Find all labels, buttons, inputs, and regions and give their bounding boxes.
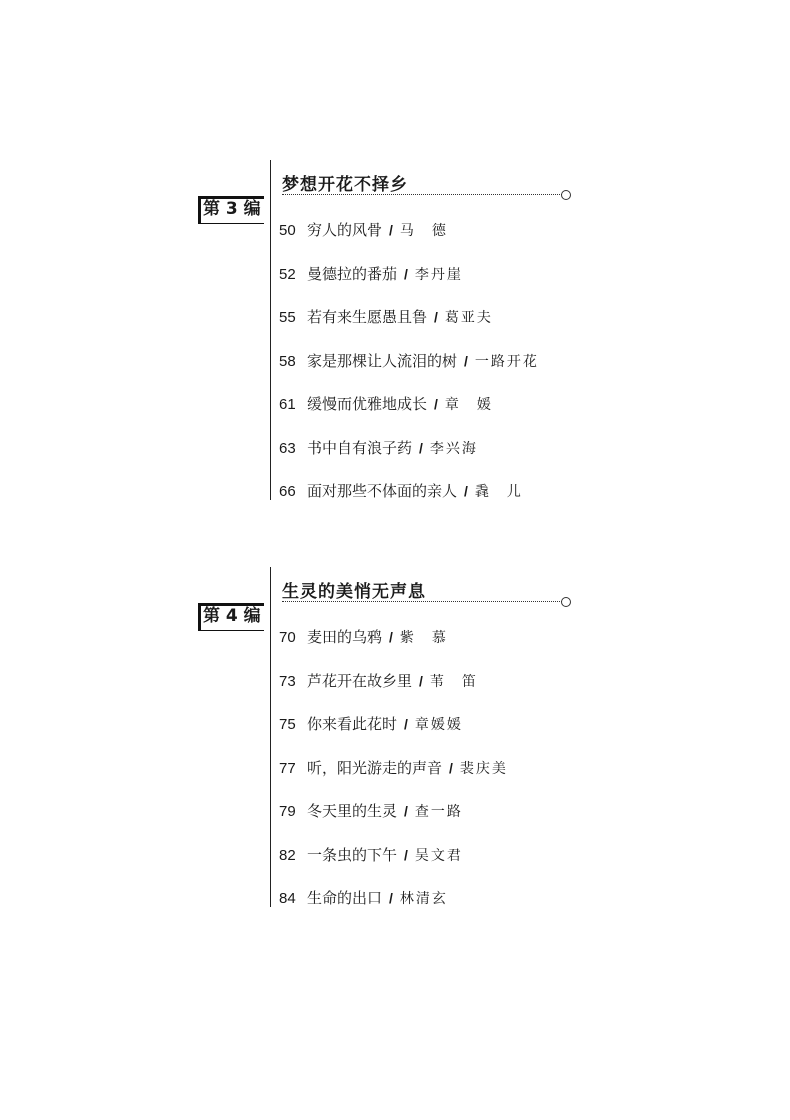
section-title: 梦想开花不择乡 (282, 175, 408, 195)
separator: / (464, 483, 468, 499)
page-number: 55 (279, 309, 296, 326)
toc-entry[interactable] (279, 349, 539, 393)
page-number: 77 (279, 759, 296, 777)
entry-title: 冬天里的生灵 (307, 802, 398, 820)
dotted-rule (282, 601, 562, 602)
entry-title: 若有来生愿愚且鲁 (307, 308, 428, 326)
entry-author: 一路开花 (474, 353, 539, 370)
entry-title: 穷人的风骨 (307, 221, 383, 239)
section-badge: 第 3 编 (198, 196, 264, 224)
toc-entry[interactable] (279, 305, 539, 349)
rule-end-circle (561, 597, 571, 607)
page-number: 79 (279, 803, 296, 820)
section-badge: 第 4 编 (198, 603, 264, 631)
entry-author: 章媛媛 (414, 717, 463, 733)
separator: / (389, 222, 393, 238)
entry-title: 家是那棵让人流泪的树 (307, 351, 458, 370)
page-number: 82 (279, 846, 296, 864)
separator: / (404, 716, 408, 732)
toc-entry[interactable] (279, 218, 539, 262)
page-number: 66 (279, 483, 296, 500)
dotted-rule (282, 194, 562, 195)
entry-title: 你来看此花时 (307, 715, 398, 733)
entry-author: 查一路 (414, 804, 463, 820)
entry-title: 缓慢而优雅地成长 (307, 395, 428, 413)
entry-author: 苇 笛 (429, 673, 478, 690)
toc-entry[interactable] (279, 799, 508, 843)
entry-author: 李兴海 (429, 440, 478, 457)
toc-entry[interactable] (279, 479, 539, 523)
separator: / (449, 759, 453, 776)
entry-author: 章 媛 (444, 397, 493, 413)
separator: / (434, 396, 438, 412)
toc-entry[interactable] (279, 262, 539, 306)
entry-title: 书中自有浪子药 (307, 438, 413, 457)
entry-title: 面对那些不体面的亲人 (307, 482, 458, 500)
entry-title: 听，阳光游走的声音 (307, 758, 443, 777)
entry-author: 马 德 (399, 223, 448, 239)
entry-title: 曼德拉的番茄 (307, 264, 398, 283)
separator: / (434, 309, 438, 325)
toc-entry[interactable] (279, 756, 508, 800)
entry-author: 裴庆美 (459, 760, 508, 777)
entry-author: 吴文君 (414, 847, 463, 864)
toc-entry[interactable] (279, 843, 508, 887)
separator: / (404, 265, 408, 282)
toc-entry[interactable] (279, 669, 508, 713)
separator: / (404, 803, 408, 819)
page-number: 73 (279, 672, 296, 690)
entry-author: 毳 儿 (474, 484, 523, 500)
entry-author: 李丹崖 (414, 266, 463, 283)
separator: / (404, 846, 408, 863)
page-number: 52 (279, 265, 296, 283)
entry-title: 芦花开在故乡里 (307, 671, 413, 690)
separator: / (389, 890, 393, 906)
page-number: 63 (279, 439, 296, 457)
entry-author: 葛亚夫 (444, 310, 493, 326)
entry-title: 生命的出口 (307, 889, 383, 907)
toc-entry[interactable] (279, 625, 508, 669)
entry-author: 林清玄 (399, 891, 448, 907)
entry-title: 麦田的乌鸦 (307, 628, 383, 646)
separator: / (464, 352, 468, 369)
separator: / (419, 439, 423, 456)
section-title: 生灵的美悄无声息 (282, 582, 426, 602)
toc-entry[interactable] (279, 886, 508, 930)
page-number: 61 (279, 396, 296, 413)
page-number: 75 (279, 716, 296, 733)
section-divider-line (270, 160, 271, 500)
entry-author: 紫 慕 (399, 630, 448, 646)
page-number: 50 (279, 222, 296, 239)
separator: / (419, 672, 423, 689)
page-number: 70 (279, 629, 296, 646)
rule-end-circle (561, 190, 571, 200)
toc-entry[interactable] (279, 392, 539, 436)
toc-entry-list (279, 625, 508, 930)
toc-entry[interactable] (279, 712, 508, 756)
entry-title: 一条虫的下午 (307, 845, 398, 864)
page-number: 84 (279, 890, 296, 907)
page-number: 58 (279, 352, 296, 370)
toc-entry[interactable] (279, 436, 539, 480)
toc-entry-list (279, 218, 539, 523)
section-divider-line (270, 567, 271, 907)
separator: / (389, 629, 393, 645)
